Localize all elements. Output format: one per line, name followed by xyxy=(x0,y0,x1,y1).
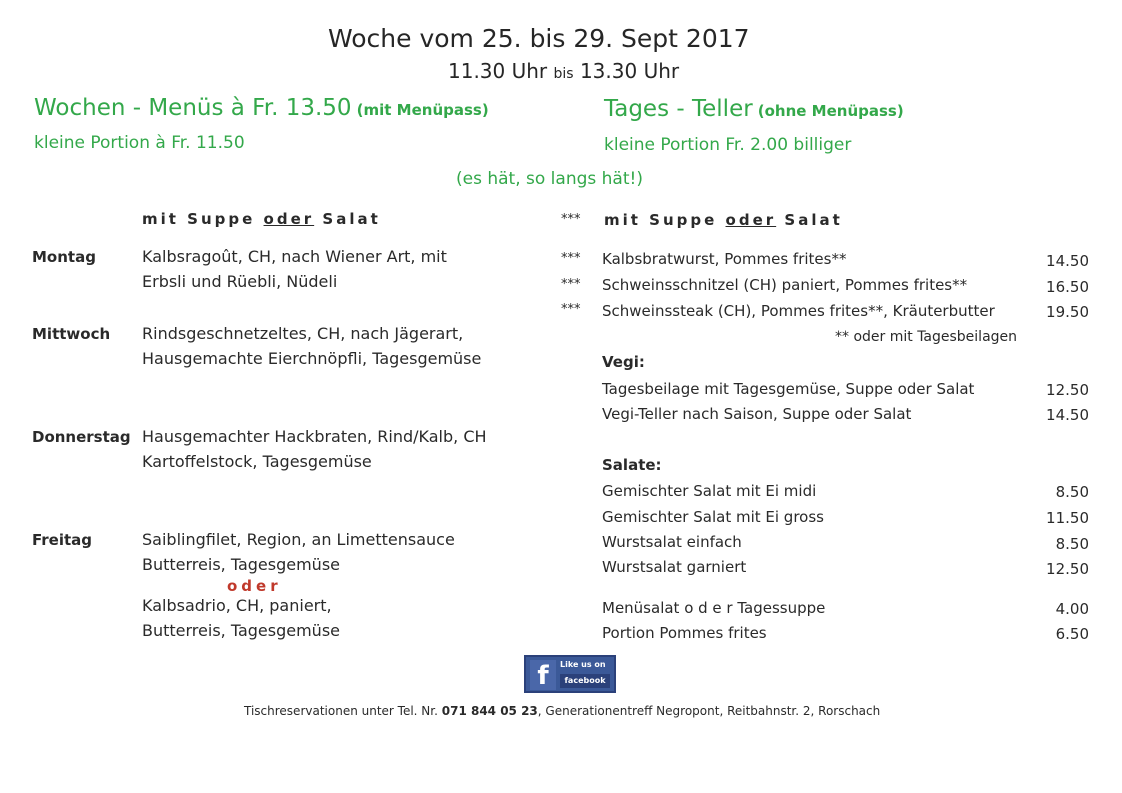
stars-marker: *** xyxy=(561,302,581,317)
dish-mittwoch xyxy=(142,321,481,371)
oder-divider: oder xyxy=(227,577,282,595)
day-montag: Montag xyxy=(32,248,96,266)
menu-item-name: Schweinssteak (CH), Pommes frites**, Kräuterbutter xyxy=(602,302,995,320)
dish-freitag xyxy=(142,527,455,577)
menu-item-name: Wurstsalat garniert xyxy=(602,558,747,576)
dish-line: Hausgemachte Eierchnöpfli, Tagesgemüse xyxy=(142,349,482,368)
menu-item-name: Schweinsschnitzel (CH) paniert, Pommes frites** xyxy=(602,276,968,294)
menu-item-name: Menüsalat o d e r Tagessuppe xyxy=(602,599,826,617)
tages-small-portion: kleine Portion Fr. 2.00 billiger xyxy=(604,135,852,155)
stars-marker: *** xyxy=(561,251,581,266)
opening-hours xyxy=(448,59,679,83)
subhead-oder: oder xyxy=(263,210,315,228)
menu-item-name: Tagesbeilage mit Tagesgemüse, Suppe oder Salat xyxy=(602,380,975,398)
day-mittwoch: Mittwoch xyxy=(32,325,111,343)
menu-item-price: 8.50 xyxy=(1055,535,1089,553)
menu-item-price: 11.50 xyxy=(1046,509,1089,527)
time-to: 13.30 Uhr xyxy=(579,59,680,83)
dish-line: Butterreis, Tagesgemüse xyxy=(142,621,340,640)
wochen-menus-heading xyxy=(34,95,489,121)
dish-line: Saiblingfilet, Region, an Limettensauce xyxy=(142,530,455,549)
day-freitag: Freitag xyxy=(32,531,93,549)
facebook-icon: f xyxy=(530,660,556,690)
dish-donnerstag xyxy=(142,424,487,474)
motto: (es hät, so langs hät!) xyxy=(456,169,643,189)
menu-item-price: 14.50 xyxy=(1046,406,1089,424)
menu-item-name: Vegi-Teller nach Saison, Suppe oder Salat xyxy=(602,405,912,423)
stars-marker: *** xyxy=(561,277,581,292)
tages-teller-heading xyxy=(604,96,904,122)
facebook-like-badge[interactable] xyxy=(524,655,616,693)
tages-title: Tages - Teller xyxy=(604,96,753,122)
subhead-pre: mit Suppe xyxy=(604,211,718,229)
menu-item-price: 6.50 xyxy=(1055,625,1089,643)
menu-item-name: Gemischter Salat mit Ei midi xyxy=(602,482,817,500)
menu-item-price: 12.50 xyxy=(1046,560,1089,578)
menu-item-price: 14.50 xyxy=(1046,252,1089,270)
dish-montag xyxy=(142,244,447,294)
tages-paren: (ohne Menüpass) xyxy=(757,102,904,120)
dish-line: Erbsli und Rüebli, Nüdeli xyxy=(142,272,338,291)
time-from: 11.30 Uhr xyxy=(448,59,548,83)
dish-line: Kalbsragoût, CH, nach Wiener Art, mit xyxy=(142,247,447,266)
dish-line: Kartoffelstock, Tagesgemüse xyxy=(142,452,372,471)
wochen-title: Wochen - Menüs à Fr. 13.50 xyxy=(34,95,352,121)
day-donnerstag: Donnerstag xyxy=(32,428,131,446)
dish-line: Rindsgeschnetzeltes, CH, nach Jägerart, xyxy=(142,324,464,343)
subhead-post: Salat xyxy=(322,210,381,228)
time-bis: bis xyxy=(553,66,574,82)
facebook-label: facebook xyxy=(560,674,610,688)
vegi-heading: Vegi: xyxy=(602,353,645,371)
menu-item-price: 4.00 xyxy=(1055,600,1089,618)
menu-item-price: 16.50 xyxy=(1046,278,1089,296)
left-subheading xyxy=(142,210,381,228)
subhead-post: Salat xyxy=(784,211,843,229)
right-subheading xyxy=(604,211,843,229)
footer-phone: 071 844 05 23 xyxy=(441,704,538,718)
footer-post: , Generationentreff Negropont, Reitbahnstr. 2, Rorschach xyxy=(537,704,881,718)
stars-marker: *** xyxy=(561,212,581,227)
menu-item-name: Gemischter Salat mit Ei gross xyxy=(602,508,824,526)
wochen-paren: (mit Menüpass) xyxy=(356,101,489,119)
menu-item-name: Kalbsbratwurst, Pommes frites** xyxy=(602,250,847,268)
menu-item-price: 12.50 xyxy=(1046,381,1089,399)
menu-item-price: 19.50 xyxy=(1046,303,1089,321)
footer-pre: Tischreservationen unter Tel. Nr. xyxy=(244,704,438,718)
subhead-oder: oder xyxy=(725,211,777,229)
footer-reservation xyxy=(244,704,880,718)
like-us-label: Like us on xyxy=(560,660,606,669)
dish-line: Butterreis, Tagesgemüse xyxy=(142,555,340,574)
salate-heading: Salate: xyxy=(602,456,662,474)
page-title: Woche vom 25. bis 29. Sept 2017 xyxy=(328,24,750,53)
dish-line: Hausgemachter Hackbraten, Rind/Kalb, CH xyxy=(142,427,487,446)
beilagen-note: ** oder mit Tagesbeilagen xyxy=(835,329,1018,345)
subhead-pre: mit Suppe xyxy=(142,210,256,228)
menu-item-name: Portion Pommes frites xyxy=(602,624,767,642)
dish-line: Kalbsadrio, CH, paniert, xyxy=(142,596,332,615)
menu-item-price: 8.50 xyxy=(1055,483,1089,501)
wochen-small-portion: kleine Portion à Fr. 11.50 xyxy=(34,133,245,153)
dish-freitag-alt xyxy=(142,593,340,643)
menu-item-name: Wurstsalat einfach xyxy=(602,533,742,551)
